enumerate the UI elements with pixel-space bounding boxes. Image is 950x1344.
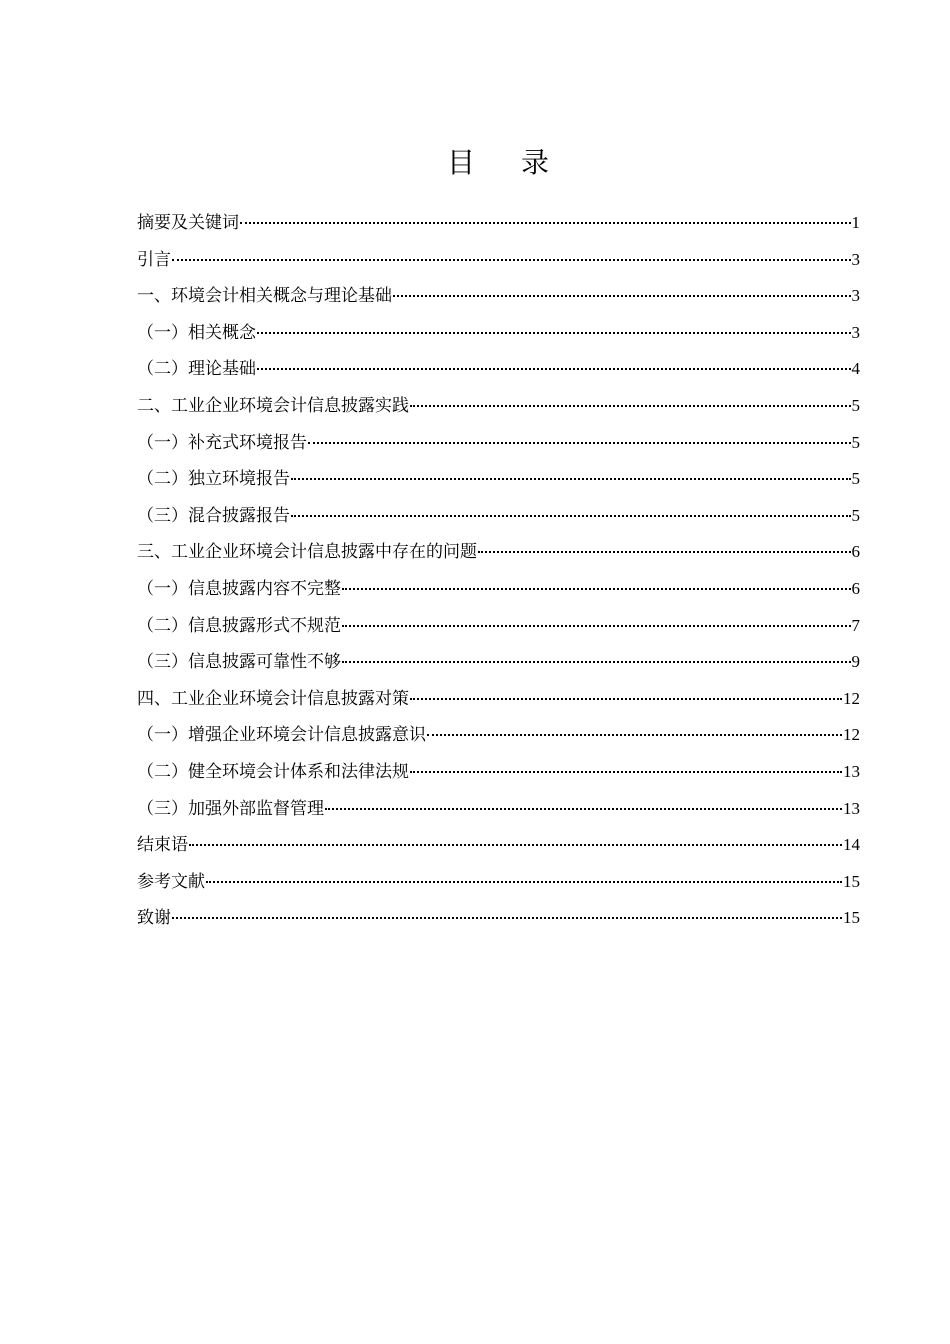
toc-dot-leader bbox=[257, 332, 851, 334]
toc-entry[interactable] bbox=[137, 827, 860, 864]
toc-entry[interactable] bbox=[137, 754, 860, 791]
toc-entry[interactable] bbox=[137, 571, 860, 608]
toc-dot-leader bbox=[172, 917, 842, 919]
toc-dot-leader bbox=[291, 478, 851, 480]
toc-entry[interactable] bbox=[137, 681, 860, 718]
toc-title bbox=[0, 146, 950, 182]
toc-entry-page-number: 12 bbox=[843, 688, 860, 708]
toc-entry-title: （三）信息披露可靠性不够 bbox=[137, 652, 341, 672]
toc-entry-title: （二）信息披露形式不规范 bbox=[137, 615, 341, 635]
toc-entry-title: 致谢 bbox=[137, 908, 171, 928]
toc-entry-title: 参考文献 bbox=[137, 871, 205, 891]
toc-entry-page-number: 13 bbox=[843, 761, 860, 781]
toc-entry-page-number: 3 bbox=[851, 322, 860, 342]
toc-entry-title: （三）混合披露报告 bbox=[137, 505, 290, 525]
toc-dot-leader bbox=[342, 661, 851, 663]
toc-entry-page-number: 5 bbox=[851, 469, 860, 489]
toc-entry-title: 四、工业企业环境会计信息披露对策 bbox=[137, 688, 409, 708]
toc-entry[interactable] bbox=[137, 900, 860, 937]
toc-dot-leader bbox=[342, 625, 851, 627]
toc-title-char-2: 录 bbox=[521, 148, 550, 179]
toc-dot-leader bbox=[172, 259, 851, 261]
toc-entry-title: 摘要及关键词 bbox=[137, 213, 239, 232]
toc-entry-title: （二）健全环境会计体系和法律法规 bbox=[137, 761, 409, 781]
toc-entry-page-number: 13 bbox=[843, 798, 860, 818]
toc-entry[interactable] bbox=[137, 278, 860, 315]
toc-entry[interactable] bbox=[137, 388, 860, 425]
toc-entry-page-number: 15 bbox=[843, 871, 860, 891]
toc-entry-page-number: 3 bbox=[851, 249, 860, 269]
toc-dot-leader bbox=[427, 734, 842, 736]
toc-entry[interactable] bbox=[137, 717, 860, 754]
toc-entry[interactable] bbox=[137, 205, 860, 242]
toc-entry[interactable] bbox=[137, 425, 860, 462]
toc-entry[interactable] bbox=[137, 608, 860, 645]
toc-dot-leader bbox=[393, 295, 851, 297]
toc-dot-leader bbox=[342, 588, 851, 590]
toc-dot-leader bbox=[240, 222, 851, 224]
toc-entry-title: 结束语 bbox=[137, 835, 188, 855]
toc-entry-title: 二、工业企业环境会计信息披露实践 bbox=[137, 395, 409, 415]
toc-entry[interactable] bbox=[137, 644, 860, 681]
toc-entry-page-number: 14 bbox=[843, 835, 860, 855]
toc-entry[interactable] bbox=[137, 498, 860, 535]
toc-entry-title: （一）信息披露内容不完整 bbox=[137, 578, 341, 598]
toc-entry[interactable] bbox=[137, 791, 860, 828]
toc-entry-title: （二）理论基础 bbox=[137, 359, 256, 379]
toc-entry[interactable] bbox=[137, 351, 860, 388]
toc-entry-page-number: 15 bbox=[843, 908, 860, 928]
toc-entry-page-number: 5 bbox=[851, 432, 860, 452]
toc-entry-title: （一）相关概念 bbox=[137, 322, 256, 342]
toc-dot-leader bbox=[478, 551, 851, 553]
toc-entry-page-number: 1 bbox=[851, 213, 860, 232]
toc-entry-page-number: 12 bbox=[843, 725, 860, 745]
toc-dot-leader bbox=[410, 771, 842, 773]
toc-entry-title: （一）增强企业环境会计信息披露意识 bbox=[137, 725, 426, 745]
toc-entry-page-number: 6 bbox=[851, 542, 860, 562]
toc-dot-leader bbox=[308, 442, 851, 444]
toc-title-char-1: 目 bbox=[446, 148, 475, 179]
toc-entry-title: 一、环境会计相关概念与理论基础 bbox=[137, 286, 392, 306]
toc-entry-title: （一）补充式环境报告 bbox=[137, 432, 307, 452]
toc-entry-page-number: 5 bbox=[851, 505, 860, 525]
toc-entry-page-number: 7 bbox=[851, 615, 860, 635]
toc-dot-leader bbox=[189, 844, 842, 846]
toc-entry[interactable] bbox=[137, 242, 860, 279]
toc-entry-title: （三）加强外部监督管理 bbox=[137, 798, 324, 818]
toc-entry-page-number: 6 bbox=[851, 578, 860, 598]
toc-entry[interactable] bbox=[137, 461, 860, 498]
toc-entry-title: （二）独立环境报告 bbox=[137, 469, 290, 489]
toc-dot-leader bbox=[257, 368, 851, 370]
toc-entry-page-number: 3 bbox=[851, 286, 860, 306]
toc-dot-leader bbox=[410, 698, 842, 700]
toc-entry[interactable] bbox=[137, 864, 860, 901]
toc-entry-page-number: 9 bbox=[851, 652, 860, 672]
toc-dot-leader bbox=[325, 808, 842, 810]
toc-dot-leader bbox=[410, 405, 851, 407]
toc-dot-leader bbox=[291, 515, 851, 517]
toc-entry-page-number: 4 bbox=[851, 359, 860, 379]
table-of-contents bbox=[137, 205, 860, 937]
toc-entry-title: 引言 bbox=[137, 249, 171, 269]
toc-entry[interactable] bbox=[137, 534, 860, 571]
toc-entry-page-number: 5 bbox=[851, 395, 860, 415]
toc-dot-leader bbox=[206, 881, 842, 883]
toc-entry-title: 三、工业企业环境会计信息披露中存在的问题 bbox=[137, 542, 477, 562]
toc-entry[interactable] bbox=[137, 315, 860, 352]
